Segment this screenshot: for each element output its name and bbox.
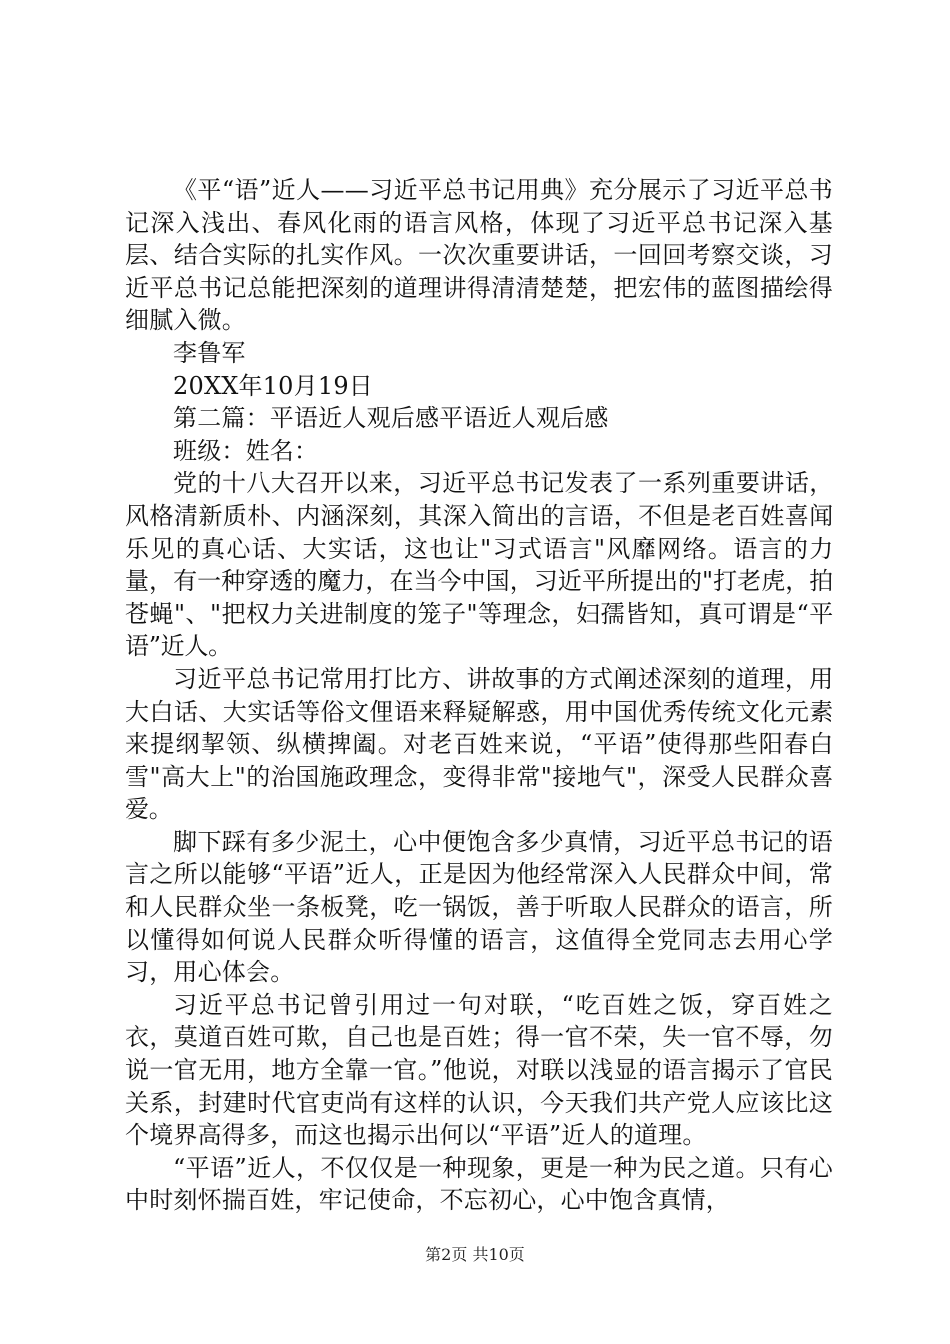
document-body: [125, 174, 833, 1217]
paragraph-conclusion: “平语”近人，不仅仅是一种现象，更是一种为民之道。只有心中时刻怀揣百姓，牢记使命，不忘初心，心中饱含真情，: [125, 1153, 833, 1215]
paragraph-grassroots: 脚下踩有多少泥土，心中便饱含多少真情，习近平总书记的语言之所以能够“平语”近人，正是因为他经常深入人民群众中间，常和人民群众坐一条板凳，吃一锅饭，善于听取人民群众的语言，所以懂得如何说人民群众听得懂的语言，这值得全党同志去用心学习，用心体会。: [125, 827, 833, 987]
author-name: 李鲁军: [173, 338, 246, 367]
paragraph-party-congress: 党的十八大召开以来，习近平总书记发表了一系列重要讲话，风格清新质朴、内涵深刻，其深入简出的言语，不但是老百姓喜闻乐见的真心话、大实话，这也让"习式语言"风靡网络。语言的力量，有一种穿透的魔力，在当今中国，习近平所提出的"打老虎，拍苍蝇"、"把权力关进制度的笼子"等理念，妇孺皆知，真可谓是“平语”近人。: [125, 469, 833, 661]
section-heading: 第二篇：平语近人观后感平语近人观后感: [173, 404, 609, 433]
class-name-line: 班级：姓名：: [173, 436, 319, 465]
page-number-footer: 第2页 共10页: [425, 1245, 525, 1264]
paragraph-intro: 《平“语”近人——习近平总书记用典》充分展示了习近平总书记深入浅出、春风化雨的语言风格，体现了习近平总书记深入基层、结合实际的扎实作风。一次次重要讲话，一回回考察交谈，习近平总书记总能把深刻的道理讲得清清楚楚，把宏伟的蓝图描绘得细腻入微。: [125, 176, 833, 335]
paragraph-metaphor: 习近平总书记常用打比方、讲故事的方式阐述深刻的道理，用大白话、大实话等俗文俚语来释疑解惑，用中国优秀传统文化元素来提纲挈领、纵横捭阖。对老百姓来说，“平语”使得那些阳春白雪"高大上"的治国施政理念，变得非常"接地气"，深受人民群众喜爱。: [125, 664, 833, 824]
paragraph-couplet: 习近平总书记曾引用过一句对联，“吃百姓之饭，穿百姓之衣，莫道百姓可欺，自己也是百姓；得一官不荣，失一官不辱，勿说一官无用，地方全靠一官。”他说，对联以浅显的语言揭示了官民关系，封建时代官吏尚有这样的认识，今天我们共产党人应该比这个境界高得多，而这也揭示出何以“平语”近人的道理。: [125, 990, 833, 1150]
date-line: 20XX年10月19日: [173, 371, 373, 400]
